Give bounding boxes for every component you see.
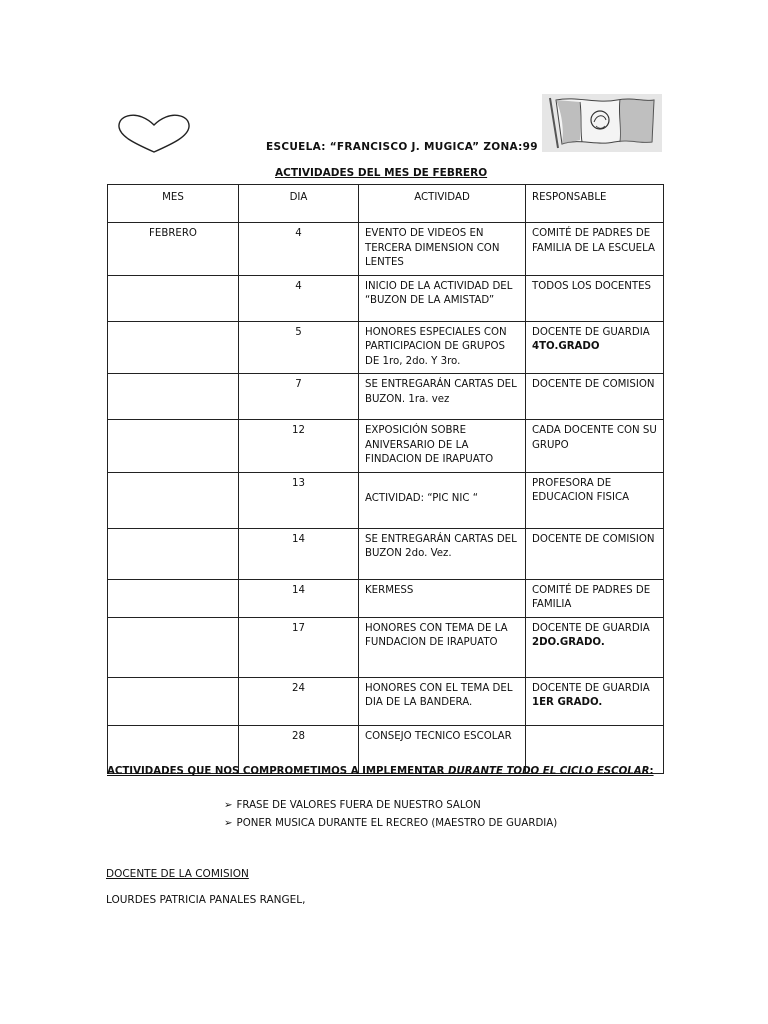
cell-actividad: HONORES ESPECIALES CON PARTICIPACION DE GRUPOS DE 1ro, 2do. Y 3ro. [359,321,526,374]
cell-dia: 24 [239,677,359,725]
responsable-grade: 1ER GRADO. [532,697,603,708]
header-responsable: RESPONSABLE [526,185,664,223]
cell-dia: 12 [239,420,359,473]
cell-dia: 4 [239,275,359,321]
table-row [108,374,664,420]
cell-mes [108,677,239,725]
list-item [224,797,557,815]
cell-responsable [526,420,664,473]
responsable-text: DOCENTE DE GUARDIA [532,326,650,338]
cell-mes [108,579,239,617]
cell-mes [108,420,239,473]
cell-dia: 4 [239,223,359,276]
cell-mes [108,321,239,374]
table-row [108,617,664,677]
cell-dia: 5 [239,321,359,374]
table-row [108,321,664,374]
cell-actividad: SE ENTREGARÁN CARTAS DEL BUZON. 1ra. vez [359,374,526,420]
header-mes: MES [108,185,239,223]
cell-responsable [526,677,664,725]
table-row [108,472,664,528]
commitments-title-part1: ACTIVIDADES QUE NOS COMPROMETIMOS A IMPLEMENTAR [107,766,445,777]
school-title: ESCUELA: “FRANCISCO J. MUGICA” ZONA:99 [266,141,538,153]
list-item-text: PONER MUSICA DURANTE EL RECREO (MAESTRO DE GUARDIA) [236,818,558,829]
heart-icon [116,112,192,154]
activities-table [107,184,664,774]
page-subtitle: ACTIVIDADES DEL MES DE FEBRERO [275,167,488,179]
cell-dia: 14 [239,579,359,617]
cell-mes: FEBRERO [108,223,239,276]
table-row [108,420,664,473]
cell-mes [108,275,239,321]
signature-name: LOURDES PATRICIA PANALES RANGEL, [106,894,306,906]
cell-responsable [526,223,664,276]
table-header-row [108,185,664,223]
responsable-grade: 2DO.GRADO. [532,637,605,648]
cell-responsable [526,472,664,528]
cell-actividad: SE ENTREGARÁN CARTAS DEL BUZON 2do. Vez. [359,528,526,579]
commitments-title-end: : [649,766,654,777]
cell-actividad: CONSEJO TECNICO ESCOLAR [359,725,526,773]
commitments-title-part2: DURANTE TODO EL CICLO ESCOLAR [448,766,650,777]
responsable-text: DOCENTE DE GUARDIA [532,622,650,634]
cell-responsable [526,579,664,617]
arrow-bullet-icon: ➢ [224,800,233,811]
cell-responsable [526,617,664,677]
table-row [108,275,664,321]
table-row [108,528,664,579]
responsable-text: CADA DOCENTE CON SU GRUPO [532,425,657,451]
cell-actividad: KERMESS [359,579,526,617]
actividad-text: ACTIVIDAD: “PIC NIC “ [365,492,478,504]
responsable-text: PROFESORA DE EDUCACION FISICA [532,477,630,503]
cell-dia: 14 [239,528,359,579]
responsable-text: DOCENTE DE COMISION [532,379,655,390]
cell-mes [108,528,239,579]
flag-icon [542,94,662,152]
table-row [108,677,664,725]
cell-actividad: EXPOSICIÓN SOBRE ANIVERSARIO DE LA FINDACION DE IRAPUATO [359,420,526,473]
responsable-text: TODOS LOS DOCENTES [532,280,652,292]
list-item-text: FRASE DE VALORES FUERA DE NUESTRO SALON [236,800,481,811]
cell-responsable [526,321,664,374]
cell-actividad: HONORES CON EL TEMA DEL DIA DE LA BANDERA. [359,677,526,725]
cell-mes [108,374,239,420]
cell-actividad: HONORES CON TEMA DE LA FUNDACION DE IRAPUATO [359,617,526,677]
table-row [108,579,664,617]
responsable-text: COMITÉ DE PADRES DE FAMILIA DE LA ESCUELA [532,228,656,254]
responsable-text: COMITÉ DE PADRES DE FAMILIA [532,584,651,610]
cell-actividad [359,472,526,528]
arrow-bullet-icon: ➢ [224,818,233,829]
cell-actividad: INICIO DE LA ACTIVIDAD DEL “BUZON DE LA AMISTAD” [359,275,526,321]
responsable-text: DOCENTE DE GUARDIA [532,682,650,694]
cell-actividad: EVENTO DE VIDEOS EN TERCERA DIMENSION CON LENTES [359,223,526,276]
responsable-grade: 4TO.GRADO [532,341,600,352]
responsable-text: DOCENTE DE COMISION [532,533,655,545]
signature-title: DOCENTE DE LA COMISION [106,868,249,880]
table-row [108,223,664,276]
header-actividad: ACTIVIDAD [359,185,526,223]
cell-responsable [526,374,664,420]
commitments-list [224,797,557,833]
list-item [224,815,557,833]
cell-responsable [526,528,664,579]
cell-responsable [526,275,664,321]
cell-dia: 28 [239,725,359,773]
header-dia: DIA [239,185,359,223]
cell-dia: 7 [239,374,359,420]
cell-mes [108,472,239,528]
commitments-title [107,766,654,777]
cell-mes [108,617,239,677]
cell-dia: 17 [239,617,359,677]
cell-dia: 13 [239,472,359,528]
